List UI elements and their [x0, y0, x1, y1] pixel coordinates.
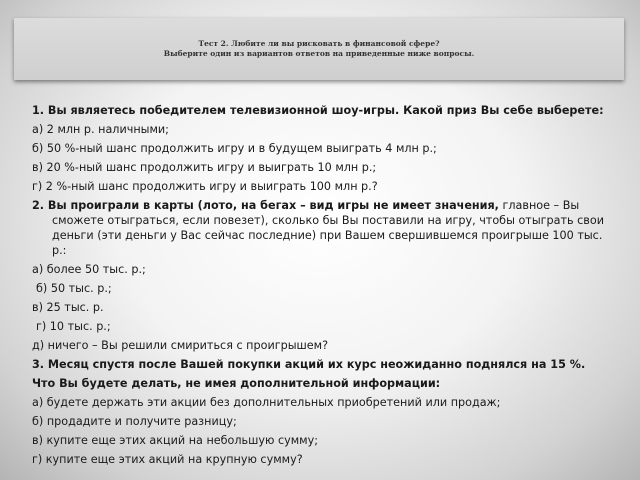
question-2-rest: главное – Вы сможете отыграться, если повезет), сколько бы Вы поставили на игру, чтобы отыграть свои деньги (эти деньги у Вас сейчас последние) при Вашем свершившемся проигрыше 100 тыс. р.:: [52, 199, 605, 257]
question-3-option-d: г) купите еще этих акций на крупную сумму?: [32, 453, 303, 466]
question-1-option-c: в) 20 %-ный шанс продолжить игру и выиграть 10 млн р.;: [32, 161, 377, 174]
question-3: 3. Месяц спустя после Вашей покупки акций их курс неожиданно поднялся на 15 %.: [32, 358, 586, 371]
question-2-option-d: г) 10 тыс. р.;: [36, 320, 111, 333]
question-2-option-a: а) более 50 тыс. р.;: [32, 263, 146, 276]
test-instructions: Выберите один из вариантов ответов на приведенные ниже вопросы.: [163, 49, 475, 58]
test-title: Тест 2. Любите ли вы рисковать в финансовой сфере?: [198, 39, 440, 48]
question-3-option-b: б) продадите и получите разницу;: [32, 415, 237, 428]
question-1: 1. Вы являетесь победителем телевизионной шоу-игры. Какой приз Вы себе выберете:: [32, 104, 604, 117]
question-3-option-c: в) купите еще этих акций на небольшую сумму;: [32, 434, 319, 447]
question-2: [32, 198, 607, 258]
questions-content: [32, 103, 607, 471]
question-3-subtext: Что Вы будете делать, не имея дополнительной информации:: [32, 377, 441, 390]
question-1-option-b: б) 50 %-ный шанс продолжить игру и в будущем выиграть 4 млн р.;: [32, 142, 437, 155]
question-1-option-d: г) 2 %-ный шанс продолжить игру и выиграть 100 млн р.?: [32, 180, 378, 193]
question-2-option-c: в) 25 тыс. р.: [32, 301, 104, 314]
question-2-bold: 2. Вы проиграли в карты (лото, на бегах – вид игры не имеет значения,: [32, 199, 499, 212]
title-box: [14, 18, 624, 80]
question-1-option-a: а) 2 млн р. наличными;: [32, 123, 169, 136]
question-2-option-b: б) 50 тыс. р.;: [36, 282, 112, 295]
question-2-option-e: д) ничего – Вы решили смириться с проигрышем?: [32, 339, 329, 352]
question-3-option-a: а) будете держать эти акции без дополнительных приобретений или продаж;: [32, 396, 501, 409]
